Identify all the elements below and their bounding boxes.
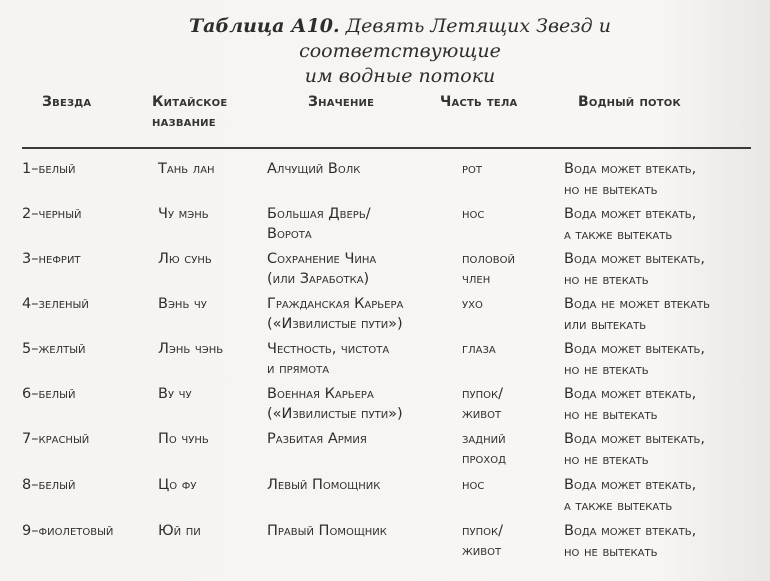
water-flow-line-2: а также вытекать [564, 227, 673, 243]
title-line-2: им водные потоки [304, 65, 496, 87]
body-part-line-1: рот [462, 161, 483, 177]
meaning-line-1: Гражданская Карьера [267, 296, 404, 312]
water-flow-line-2: но не втекать [564, 272, 649, 288]
meaning-line-1: Правый Помощник [267, 523, 387, 539]
star-cell: 5–желтый [22, 341, 86, 357]
body-part-line-2: живот [462, 406, 502, 422]
header-rule [22, 147, 751, 149]
star-cell: 1–белый [22, 161, 76, 177]
body-part-line-1: пупок/ [462, 523, 503, 539]
water-flow-line-1: Вода может втекать, [564, 523, 697, 539]
meaning-line-1: Левый Помощник [267, 477, 381, 493]
star-cell: 6–белый [22, 386, 76, 402]
chinese-name-cell: Юй пи [158, 523, 201, 539]
header-star: Звезда [42, 94, 92, 110]
star-cell: 3–нефрит [22, 251, 81, 267]
body-part-line-1: нос [462, 206, 485, 222]
chinese-name-cell: Вэнь чу [158, 296, 207, 312]
water-flow-line-2: а также вытекать [564, 498, 673, 514]
chinese-name-cell: Чу мэнь [158, 206, 209, 222]
header-chinese-line-2: название [152, 114, 216, 130]
header-chinese-name [152, 92, 227, 132]
meaning-line-1: Честность, чистота [267, 341, 390, 357]
water-flow-line-1: Вода может втекать, [564, 206, 697, 222]
star-cell: 8–белый [22, 477, 76, 493]
title-line-1: Девять Летящих Звезд и соответствующие [299, 15, 611, 62]
star-cell: 9–фиолетовый [22, 523, 114, 539]
header-meaning: Значение [308, 94, 375, 110]
body-part-line-2: живот [462, 543, 502, 559]
chinese-name-cell: По чунь [158, 431, 209, 447]
water-flow-line-1: Вода может вытекать, [564, 251, 706, 267]
meaning-line-1: Сохранение Чина [267, 251, 377, 267]
star-cell: 4–зеленый [22, 296, 89, 312]
chinese-name-cell: Цо фу [158, 477, 197, 493]
water-flow-line-2: но не вытекать [564, 407, 658, 423]
body-part-line-2: член [462, 271, 491, 287]
water-flow-line-2: или вытекать [564, 317, 647, 333]
water-flow-line-1: Вода может втекать, [564, 477, 697, 493]
meaning-line-2: (или Заработка) [267, 271, 370, 287]
water-flow-line-1: Вода может втекать, [564, 161, 697, 177]
meaning-line-2: и прямота [267, 361, 330, 377]
header-water-flow: Водный поток [578, 94, 681, 110]
header-chinese-line-1: Китайское [152, 94, 228, 110]
water-flow-line-2: но не вытекать [564, 182, 658, 198]
water-flow-line-1: Вода может вытекать, [564, 341, 706, 357]
header-body-part: Часть тела [440, 94, 518, 110]
table-title [100, 14, 700, 89]
star-cell: 2–черный [22, 206, 82, 222]
body-part-line-2: проход [462, 451, 506, 467]
chinese-name-cell: Ву чу [158, 386, 192, 402]
table-label: Таблица А10. [189, 15, 340, 37]
water-flow-line-1: Вода может втекать, [564, 386, 697, 402]
meaning-line-2: Ворота [267, 226, 312, 242]
meaning-line-2: («Извилистые пути») [267, 406, 403, 422]
meaning-line-1: Большая Дверь/ [267, 206, 371, 222]
meaning-line-1: Разбитая Армия [267, 431, 367, 447]
meaning-line-1: Военная Карьера [267, 386, 374, 402]
body-part-line-1: глаза [462, 341, 496, 357]
water-flow-line-2: но не втекать [564, 452, 649, 468]
chinese-name-cell: Тань лан [158, 161, 215, 177]
chinese-name-cell: Лэнь чэнь [158, 341, 224, 357]
water-flow-line-1: Вода может вытекать, [564, 431, 706, 447]
meaning-line-1: Алчущий Волк [267, 161, 361, 177]
body-part-line-1: ухо [462, 296, 483, 312]
water-flow-line-1: Вода не может втекать [564, 296, 711, 312]
chinese-name-cell: Лю сунь [158, 251, 212, 267]
body-part-line-1: пупок/ [462, 386, 503, 402]
water-flow-line-2: но не вытекать [564, 544, 658, 560]
body-part-line-1: нос [462, 477, 485, 493]
body-part-line-1: задний [462, 431, 506, 447]
body-part-line-1: половой [462, 251, 515, 267]
star-cell: 7–красный [22, 431, 90, 447]
meaning-line-2: («Извилистые пути») [267, 316, 403, 332]
water-flow-line-2: но не втекать [564, 362, 649, 378]
